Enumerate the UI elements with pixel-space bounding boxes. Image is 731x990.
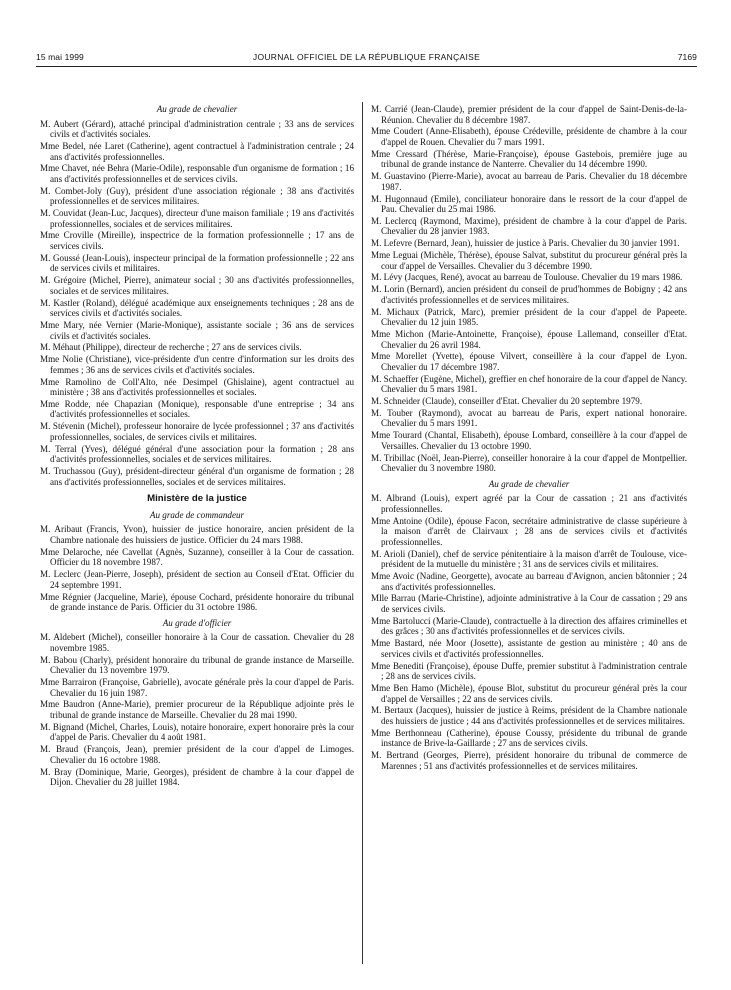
list-entry: Mme Michon (Marie-Antoinette, Françoise), épouse Lallemand, conseiller d'Etat. Chevalier du 26 avril 1984. [371, 328, 687, 350]
entry-list [371, 104, 687, 474]
list-entry: Mme Bedel, née Laret (Catherine), agent contractuel à l'administration centrale ; 24 ans d'activités professionnelles. [40, 140, 354, 162]
list-entry: Mme Leguai (Michèle, Thérèse), épouse Salvat, substitut du procureur général près la cour d'appel de Versailles. Chevalier du 3 décembre 1990. [371, 250, 687, 271]
header-date: 15 mai 1999 [36, 52, 84, 62]
list-entry: Mme Croville (Mireille), inspectrice de la formation professionnelle ; 17 ans de services civils. [40, 230, 354, 252]
list-entry: M. Hugonnaud (Emile), conciliateur honoraire dans le ressort de la cour d'appel de Pau. Chevalier du 25 mai 1986. [371, 193, 687, 215]
list-entry: Mme Nolie (Christiane), vice-présidente d'un centre d'information sur les droits des femmes ; 36 ans de services civils et d'activités sociales. [40, 354, 354, 375]
list-entry: Mme Coudert (Anne-Elisabeth), épouse Crédeville, présidente de chambre à la cour d'appel de Rouen. Chevalier du 7 mars 1991. [371, 126, 687, 147]
entry-list [40, 524, 354, 612]
list-entry: Mme Bastard, née Moor (Josette), assistante de gestion au ministère ; 40 ans de services civils et d'activités professionnelles. [371, 638, 687, 659]
list-entry: Mme Berthonneau (Catherine), épouse Coussy, présidente du tribunal de grande instance de Brive-la-Gaillarde ; 27 ans de services civils. [371, 727, 687, 749]
list-entry: Mme Delaroche, née Cavellat (Agnès, Suzanne), conseiller à la Cour de cassation. Officier du 18 novembre 1987. [40, 546, 354, 568]
left-column [40, 104, 354, 789]
header-rule [36, 66, 697, 67]
list-entry: M. Grégoire (Michel, Pierre), animateur social ; 30 ans d'activités professionnelles, sociales et de services militaires. [40, 275, 354, 296]
list-entry: M. Goussé (Jean-Louis), inspecteur principal de la formation professionnelle ; 22 ans de services civils et militaires. [40, 252, 354, 274]
entry-list [371, 493, 687, 771]
list-entry: M. Schaeffer (Eugène, Michel), greffier en chef honoraire de la cour d'appel de Nancy. Chevalier du 5 mars 1981. [371, 373, 687, 395]
list-entry: Mme Baudron (Anne-Marie), premier procureur de la République adjointe près le tribunal de grande instance de Marseille. Chevalier du 28 mai 1990. [40, 699, 354, 720]
list-entry: M. Lorin (Bernard), ancien président du conseil de prud'hommes de Bobigny ; 42 ans d'activités professionnelles et de services militaires. [371, 284, 687, 305]
page-header [36, 52, 697, 66]
list-entry: Mme Tourard (Chantal, Elisabeth), épouse Lombard, conseillère à la cour d'appel de Versailles. Chevalier du 13 octobre 1990. [371, 430, 687, 451]
list-entry: M. Bertaux (Jacques), huissier de justice à Reims, président de la Chambre nationale des huissiers de justice ; 44 ans d'activités professionnelles et de services militaires. [371, 705, 687, 726]
list-entry: M. Carrié (Jean-Claude), premier président de la cour d'appel de Saint-Denis-de-la-Réunion. Chevalier du 8 décembre 1987. [371, 104, 687, 125]
list-entry: M. Leclerc (Jean-Pierre, Joseph), président de section au Conseil d'Etat. Officier du 24 septembre 1991. [40, 569, 354, 590]
list-entry: M. Aubert (Gérard), attaché principal d'administration centrale ; 33 ans de services civils et d'activités sociales. [40, 118, 354, 140]
page-number: 7169 [677, 52, 697, 62]
list-entry: Mme Ben Hamo (Michèle), épouse Blot, substitut du procureur général près la cour d'appel de Versailles ; 22 ans de services civils. [371, 682, 687, 704]
list-entry: Mme Mary, née Vernier (Marie-Monique), assistante sociale ; 36 ans de services civils et d'activités sociales. [40, 319, 354, 341]
list-entry: M. Braud (François, Jean), premier président de la cour d'appel de Limoges. Chevalier du 16 octobre 1988. [40, 744, 354, 765]
list-entry: M. Bignand (Michel, Charles, Louis), notaire honoraire, expert honoraire près la cour d'appel de Paris. Chevalier du 4 août 1981. [40, 721, 354, 743]
list-entry: M. Stévenin (Michel), professeur honoraire de lycée professionnel ; 37 ans d'activités professionnelles, sociales, de services civils et militaires. [40, 421, 354, 442]
list-entry: Mme Benediti (Françoise), épouse Duffe, premier substitut à l'administration centrale ; 28 ans de services civils. [371, 660, 687, 682]
list-entry: M. Truchassou (Guy), président-directeur général d'un organisme de formation ; 28 ans d'activités professionnelles, sociales et de services militaires. [40, 466, 354, 487]
list-entry: Mme Antoine (Odile), épouse Facon, secrétaire administrative de classe supérieure à la maison d'arrêt de Clairvaux ; 28 ans de services civils et d'activités professionnelles. [371, 515, 687, 547]
list-entry: M. Combet-Joly (Guy), président d'une association régionale ; 38 ans d'activités professionnelles et de services militaires. [40, 185, 354, 207]
list-entry: M. Lefevre (Bernard, Jean), huissier de justice à Paris. Chevalier du 30 janvier 1991. [371, 238, 680, 249]
list-entry: M. Michaux (Patrick, Marc), premier président de la cour d'appel de Papeete. Chevalier du 12 juin 1985. [371, 306, 687, 328]
list-entry: M. Bray (Dominique, Marie, Georges), président de chambre à la cour d'appel de Dijon. Chevalier du 28 juillet 1984. [40, 766, 354, 788]
grade-heading: Au grade de commandeur [149, 509, 245, 520]
list-entry: M. Couvidat (Jean-Luc, Jacques), directeur d'une maison familiale ; 19 ans d'activités professionnelles, sociales et de services militaires. [40, 208, 354, 229]
list-entry: M. Terral (Yves), délégué général d'une association pour la formation ; 28 ans d'activités professionnelles, sociales et de services militaires. [40, 443, 354, 465]
list-entry: M. Babou (Charly), président honoraire du tribunal de grande instance de Marseille. Chevalier du 13 novembre 1979. [40, 654, 354, 676]
column-divider [362, 102, 363, 964]
grade-heading: Au grade de chevalier [488, 478, 570, 489]
list-entry: M. Bertrand (Georges, Pierre), président honoraire du tribunal de commerce de Marennes ; 51 ans d'activités professionnelles et de services militaires. [371, 750, 687, 771]
list-entry: M. Tribillac (Noël, Jean-Pierre), conseiller honoraire à la cour d'appel de Montpellier. Chevalier du 3 novembre 1980. [371, 452, 687, 474]
grade-heading: Au grade de chevalier [156, 104, 238, 114]
list-entry: M. Albrand (Louis), expert agréé par la Cour de cassation ; 21 ans d'activités professionnelles. [371, 493, 687, 514]
list-entry: Mme Rodde, née Chapazian (Monique), responsable d'une entreprise ; 34 ans d'activités professionnelles et sociales. [40, 398, 354, 420]
grade-heading: Au grade d'officier [162, 617, 232, 628]
right-column [371, 104, 687, 772]
ministry-heading: Ministère de la justice [147, 493, 247, 505]
list-entry: M. Touber (Raymond), avocat au barreau de Paris, expert national honoraire. Chevalier du 5 mars 1991. [371, 407, 687, 429]
list-entry: Mme Barrairon (Françoise, Gabrielle), avocate générale près la cour d'appel de Paris. Chevalier du 16 juin 1987. [40, 677, 354, 698]
list-entry: Mme Cressard (Thérèse, Marie-Françoise), épouse Gastebois, première juge au tribunal de grande instance de Nanterre. Chevalier du 14 décembre 1990. [371, 148, 687, 170]
list-entry: M. Guastavino (Pierre-Marie), avocat au barreau de Paris. Chevalier du 18 décembre 1987. [371, 171, 687, 192]
entry-list [40, 119, 354, 488]
journal-title: JOURNAL OFFICIEL DE LA RÉPUBLIQUE FRANÇAISE [252, 52, 481, 62]
list-entry: M. Kastler (Roland), délégué académique aux enseignements techniques ; 28 ans de services civils et d'activités sociales. [40, 297, 354, 319]
list-entry: M. Schneider (Claude), conseiller d'Etat. Chevalier du 20 septembre 1979. [371, 396, 643, 407]
list-entry: Mme Morellet (Yvette), épouse Vilvert, conseillère à la cour d'appel de Lyon. Chevalier du 17 décembre 1987. [371, 351, 687, 372]
list-entry: Mme Bartolucci (Marie-Claude), contractuelle à la direction des affaires criminelles et des grâces ; 30 ans d'activités professionnelles et de services civils. [371, 615, 687, 637]
list-entry: M. Aribaut (Francis, Yvon), huissier de justice honoraire, ancien président de la Chambre nationale des huissiers de justice. Officier du 24 mars 1988. [40, 524, 354, 545]
list-entry: M. Leclercq (Raymond, Maxime), président de chambre à la cour d'appel de Paris. Chevalier du 28 janvier 1983. [371, 215, 687, 237]
entry-list [40, 632, 354, 787]
list-entry: Mme Régnier (Jacqueline, Marie), épouse Cochard, présidente honoraire du tribunal de grande instance de Paris. Officier du 31 octobre 1986. [40, 591, 354, 613]
list-entry: Mlle Barrau (Marie-Christine), adjointe administrative à la Cour de cassation ; 29 ans de services civils. [371, 593, 687, 615]
list-entry: Mme Ramolino de Coll'Alto, née Desimpel (Ghislaine), agent contractuel au ministère ; 38 ans d'activités professionnelles et sociales. [40, 376, 354, 398]
list-entry: M. Aldebert (Michel), conseiller honoraire à la Cour de cassation. Chevalier du 28 novembre 1985. [40, 632, 354, 653]
list-entry: M. Arioli (Daniel), chef de service pénitentiaire à la maison d'arrêt de Toulouse, vice-président de la mutuelle du ministère ; 31 ans de services civils et militaires. [371, 548, 687, 570]
list-entry: Mme Chavet, née Behra (Marie-Odile), responsable d'un organisme de formation ; 16 ans d'activités professionnelles et de services civils. [40, 163, 354, 184]
list-entry: M. Lévy (Jacques, René), avocat au barreau de Toulouse. Chevalier du 19 mars 1986. [371, 272, 683, 283]
list-entry: M. Méhaut (Philippe), directeur de recherche ; 27 ans de services civils. [40, 342, 302, 353]
list-entry: Mme Avoic (Nadine, Georgette), avocate au barreau d'Avignon, ancien bâtonnier ; 24 ans d'activités professionnelles. [371, 571, 687, 592]
